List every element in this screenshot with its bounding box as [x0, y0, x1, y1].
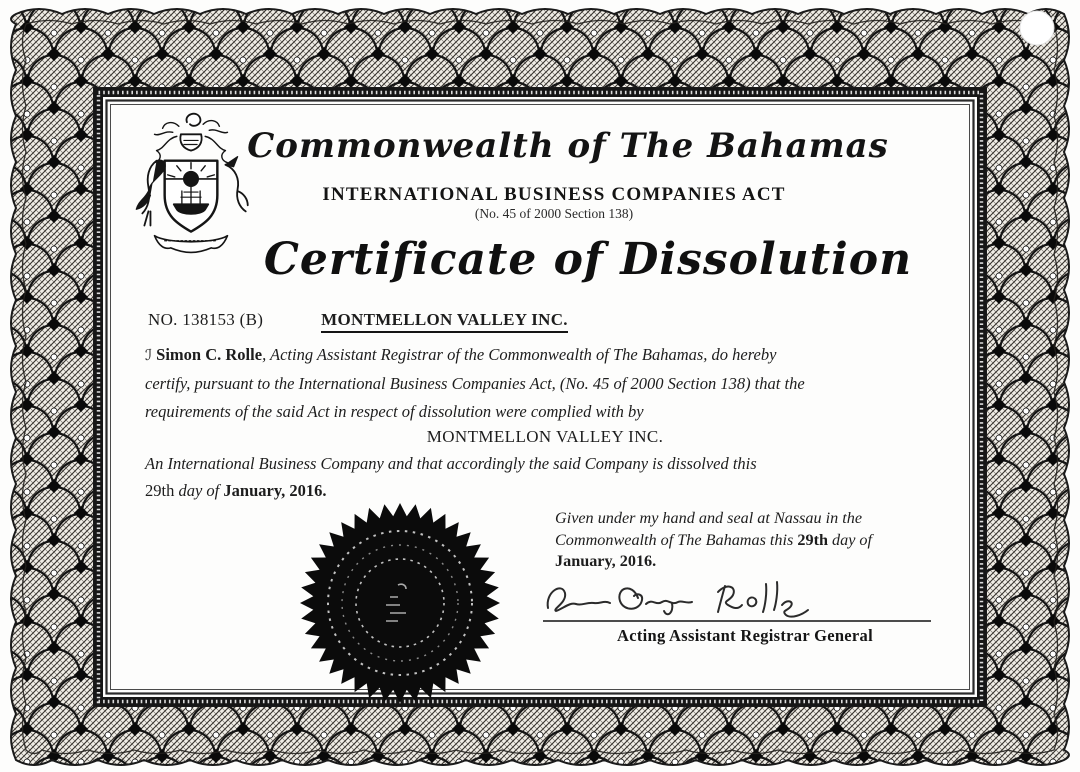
attestation-line-2: [555, 530, 940, 552]
registration-number: NO. 138153 (B): [148, 310, 264, 329]
day-ordinal: 29th: [145, 481, 175, 500]
paragraph-line-2: certify, pursuant to the International Business Companies Act, (No. 45 of 2000 Section 138) that the: [145, 373, 805, 393]
country-title: Commonwealth of The Bahamas: [247, 126, 889, 166]
certification-paragraph: [145, 341, 917, 425]
signature-icon: [540, 576, 850, 622]
attestation-line-2a: Commonwealth of The Bahamas this: [555, 530, 794, 549]
paragraph-line-3: requirements of the said Act in respect of dissolution were complied with by: [145, 401, 644, 421]
dissolution-date-line: [145, 481, 327, 501]
paragraph-line-1-text: , Acting Assistant Registrar of the Commonwealth of The Bahamas, do hereby: [262, 345, 777, 364]
registrar-name: Simon C. Rolle: [156, 345, 263, 364]
signature-line: [543, 620, 931, 622]
paragraph-line-1: [145, 341, 917, 370]
act-title: INTERNATIONAL BUSINESS COMPANIES ACT: [322, 184, 786, 205]
company-name-centered: MONTMELLON VALLEY INC.: [426, 427, 664, 446]
act-section: (No. 45 of 2000 Section 138): [474, 206, 634, 221]
attestation-day: 29th: [797, 530, 828, 549]
dissolution-date: January, 2016.: [223, 481, 327, 500]
attestation-line-2b: day of: [832, 530, 873, 549]
official-seal-icon: [298, 501, 502, 705]
attestation-date: January, 2016.: [555, 552, 657, 571]
document-title: Certificate of Dissolution: [263, 234, 913, 285]
attestation-line-1: Given under my hand and seal at Nassau in the: [555, 509, 863, 527]
attestation-block: [555, 508, 940, 573]
script-initial: ℐ: [145, 346, 153, 364]
day-of: day of: [178, 481, 220, 500]
company-name-underlined: MONTMELLON VALLEY INC.: [321, 310, 568, 333]
dissolution-line: An International Business Company and that accordingly the said Company is dissolved this: [145, 454, 757, 473]
signatory-title: Acting Assistant Registrar General: [617, 626, 873, 645]
registration-row: [148, 310, 568, 333]
